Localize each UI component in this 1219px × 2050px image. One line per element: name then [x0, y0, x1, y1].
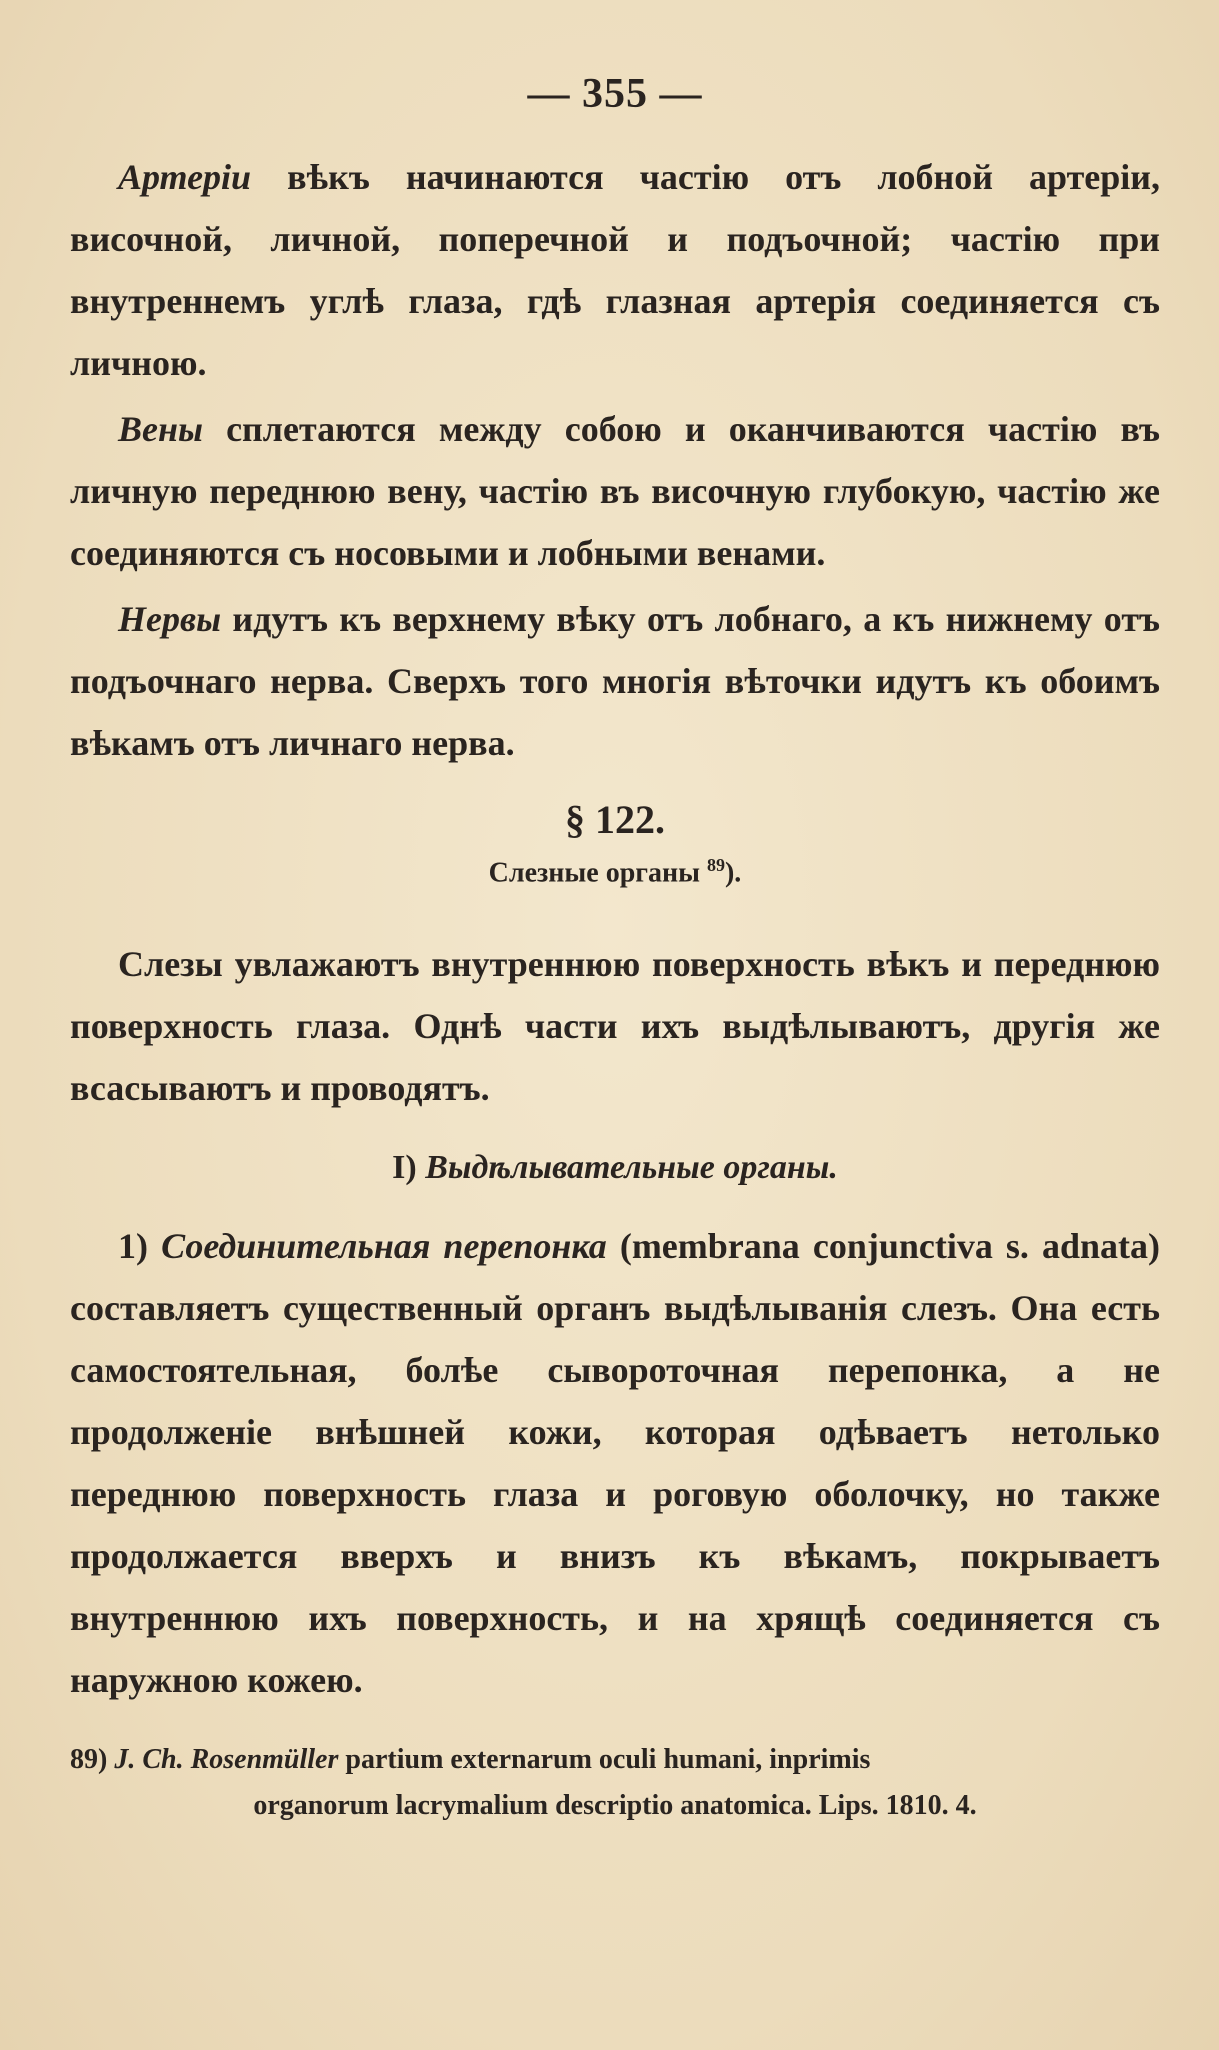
- subheading-numeral: I): [392, 1149, 417, 1187]
- footnote-line2: organorum lacrymalium descriptio anatomica. Lips. 1810. 4.: [253, 1790, 977, 1822]
- paragraph-veins: [70, 398, 1160, 584]
- term-veins: Вены: [118, 409, 203, 449]
- footnote: [70, 1737, 1160, 1829]
- paragraph-veins-text: сплетаются между собою и оканчиваются частію въ личную переднюю вену, частію въ височную глубокую, частію же соединяются съ носовыми и лобными венами.: [70, 409, 1160, 573]
- footnote-ref: 89: [706, 855, 725, 875]
- subheading-title: Выдѣлывательные органы.: [425, 1149, 838, 1187]
- section-title-text: Слезные органы: [488, 857, 700, 889]
- term-arteries: Артеріи: [118, 157, 252, 197]
- paragraph-conjunctiva-text: (membrana conjunctiva s. adnata) составляетъ существенный органъ выдѣлыванія слезъ. Она есть самостоятельная, болѣе сывороточная перепонка, а не продолженіе внѣшней кожи, которая одѣваетъ нетолько переднюю поверхность глаза и роговую оболочку, но также продолжается вверхъ и внизъ къ вѣкамъ, покрываетъ внутреннюю ихъ поверхность, и на хрящѣ соединяется съ наружною кожею.: [70, 1226, 1160, 1701]
- footnote-line1: partium externarum oculi humani, inprimis: [338, 1744, 871, 1776]
- section-title: [70, 855, 1160, 889]
- item-number: 1): [118, 1226, 162, 1267]
- term-nerves: Нервы: [118, 599, 222, 639]
- paragraph-arteries: [70, 146, 1160, 394]
- term-conjunctiva: Соединительная перепонка: [161, 1226, 607, 1267]
- paragraph-nerves: [70, 588, 1160, 774]
- section-number: § 122.: [565, 797, 665, 842]
- subheading: [70, 1149, 1160, 1187]
- paragraph-tears: Слезы увлажаютъ внутреннюю поверхность вѣкъ и переднюю поверхность глаза. Однѣ части ихъ выдѣлываютъ, другія же всасываютъ и проводятъ.: [70, 944, 1160, 1109]
- paragraph-arteries-text: вѣкъ начинаются частію отъ лобной артеріи, височной, личной, поперечной и подъочной; частію при внутреннемъ углѣ глаза, гдѣ глазная артерія соединяется съ личною.: [70, 157, 1160, 383]
- paragraph-nerves-text: идутъ къ верхнему вѣку отъ лобнаго, а къ нижнему отъ подъочнаго нерва. Сверхъ того многія вѣточки идутъ къ обоимъ вѣкамъ отъ личнаго нерва.: [70, 599, 1160, 763]
- footnote-marker: 89): [70, 1744, 108, 1776]
- footnote-author: J. Ch. Rosenmüller: [114, 1744, 339, 1776]
- page-number: — 355 —: [527, 71, 703, 117]
- paragraph-conjunctiva: [70, 1215, 1160, 1711]
- page-content: [70, 70, 1160, 1829]
- section-title-end: ).: [724, 857, 742, 889]
